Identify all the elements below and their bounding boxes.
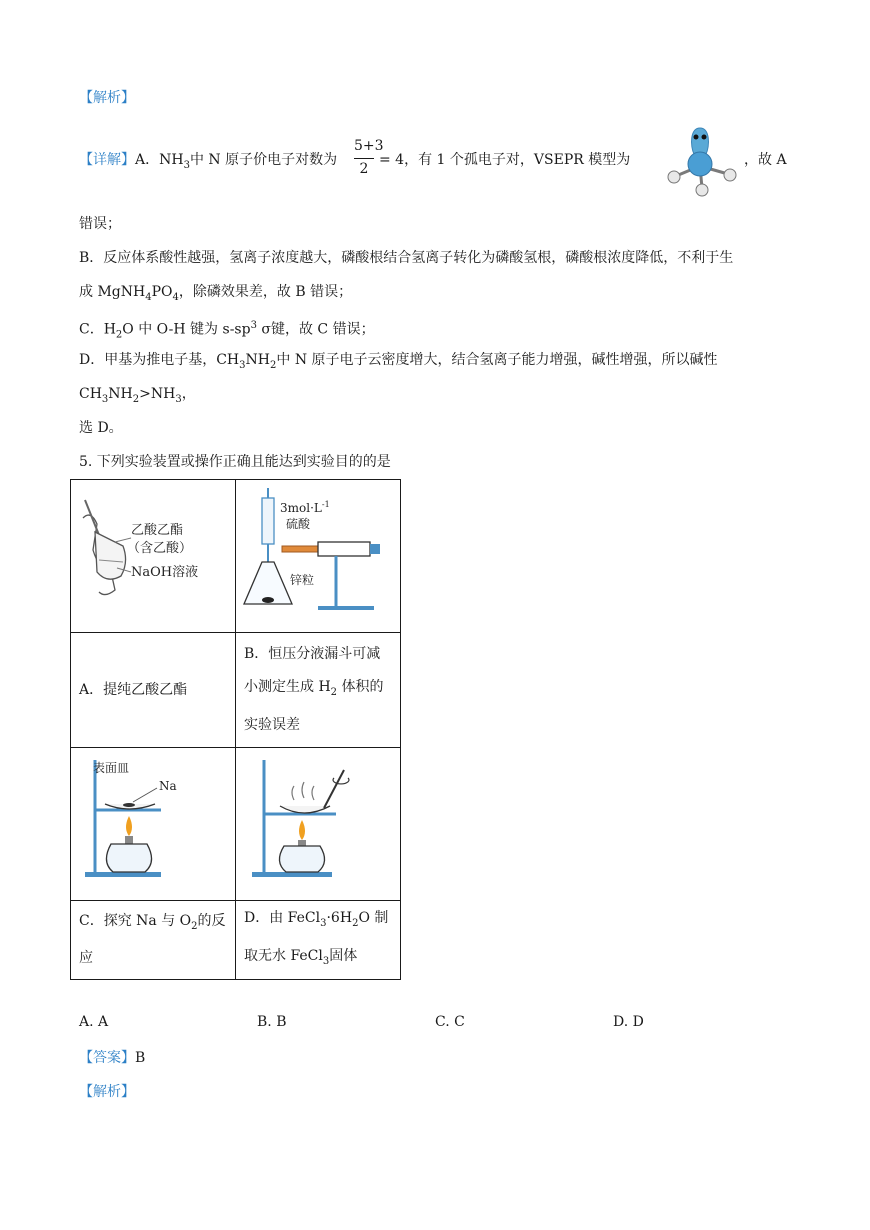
burner-wick [125,836,133,844]
analysis-tag-2: 【解析】 [79,1084,135,1100]
text: NH [108,386,133,402]
pointer-line [133,788,157,802]
subscript: 4 [172,291,179,303]
text: O 制 [358,910,389,927]
text: D．由 FeCl [244,910,321,927]
text: ·6H [326,910,353,927]
fraction [354,138,384,179]
glass-rod [324,770,344,808]
detail-text: 中 N 原子价电子对数为 [189,152,338,168]
detail-line-1 [79,150,337,176]
text: ，除磷效果差，故 B 错误； [178,284,353,300]
alcohol-lamp [106,844,151,872]
subscript: 2 [115,329,123,341]
text: B．恒压分液漏斗可减 [244,646,381,663]
option-a-text: A．提纯乙酸乙酯 [79,681,188,698]
separatory-funnel-illustration [71,480,235,628]
text-line [244,671,392,709]
hydrogen-generation-apparatus [236,480,400,628]
subscript: 3 [183,159,190,171]
subscript: 2 [132,393,140,405]
item-d-line-1 [79,350,718,376]
option-a: A. A [79,1014,109,1030]
subscript: 3 [322,955,330,967]
nitrogen-atom [688,152,712,176]
steam-lines [292,782,314,800]
text-line [244,940,392,978]
rubber-tubing [282,546,318,552]
alcohol-lamp [279,846,324,872]
cell-text-a [71,633,236,748]
fraction-numerator: 5+3 [354,138,384,154]
item-b-line-2 [79,282,352,308]
text: 应 [79,950,93,967]
burner-wick [298,840,306,846]
text-line [244,902,392,940]
flame [299,820,305,840]
text: 中 N 原子电子云密度增大，结合氢离子能力增强，碱性增强，所以碱性 [276,352,718,368]
option-b: B. B [257,1014,287,1030]
text: NH [245,352,270,368]
option-d: D. D [613,1014,644,1030]
answer-tag: 【答案】 [79,1050,135,1066]
analysis-tag: 【解析】 [79,90,135,106]
detail-text: A．NH [135,152,184,168]
hydrogen-atom [724,169,736,181]
label-contains-acetic-acid: （含乙酸） [127,541,193,556]
funnel-body [95,532,126,579]
text: 的反 [197,912,226,929]
text: 小测定生成 H [244,679,331,696]
cell-text-d [236,901,401,980]
experiment-table [70,479,401,980]
conclusion: 选 D。 [79,420,123,436]
cell-image-c [71,748,236,901]
flame [126,816,132,836]
label-naoh-solution: NaOH溶液 [131,565,199,580]
text: CH [79,386,102,402]
iron-stand-base [85,872,161,877]
text: 固体 [329,948,358,964]
subscript: 3 [320,918,327,929]
subscript: 3 [239,359,246,371]
fraction-bar [354,158,374,159]
cell-image-d [236,748,401,901]
detail-line-1c: ，故 A [744,152,787,168]
hydrogen-atom [696,184,708,196]
text: PO [151,284,173,300]
label-concentration-text: 3mol·L [280,501,322,515]
text-line [79,905,227,943]
label-watch-glass: 表面皿 [93,761,130,775]
text: σ键，故 C 错误； [256,321,375,338]
electron-dot [694,135,699,140]
label-sulfuric-acid: 硫酸 [286,517,311,531]
text: C．H [79,321,116,338]
gas-syringe [318,542,370,556]
sodium-piece [123,803,135,807]
subscript: 2 [270,359,277,371]
label-ethyl-acetate: 乙酸乙酯 [131,523,184,538]
text: 成 MgNH [79,284,146,300]
text: ， [181,386,196,402]
vsepr-model-image [662,122,742,200]
text: 取无水 FeCl [244,948,323,964]
label-concentration [280,500,330,515]
stirring-arrow [333,778,349,784]
item-b-line-1: B．反应体系酸性越强，氢离子浓度越大，磷酸根结合氢离子转化为磷酸氢根，磷酸根浓度降低，不利于生 [79,250,734,266]
label-na: Na [159,779,177,793]
text: 体积的 [337,679,384,696]
subscript: 2 [330,686,338,698]
answer-line [79,1048,145,1068]
zinc-granules [262,597,274,603]
subscript: 3 [101,393,109,405]
text: O 中 O-H 键为 s-sp [122,321,251,338]
lone-pair-lobe [692,128,709,154]
sodium-burning-apparatus [71,748,235,896]
subscript: 2 [352,918,359,929]
subscript: 2 [191,920,198,932]
item-c-line [79,316,375,345]
evaporation-apparatus [236,748,400,896]
cell-image-a [71,480,236,633]
fraction-denominator: 2 [359,161,369,177]
label-concentration-exponent: -1 [321,500,330,509]
detail-tag: 【详解】 [79,152,135,168]
option-b-text [236,638,400,742]
text: >NH [139,386,176,402]
text: 实验误差 [244,716,300,733]
item-d-line-2 [79,384,196,410]
iron-stand-base [252,872,332,877]
iron-stand-base [318,606,374,610]
detail-line-2: 错误； [79,216,121,232]
detail-line-1b: = 4，有 1 个孤电子对，VSEPR 模型为 [379,152,631,168]
superscript: 3 [250,320,257,331]
syringe-plunger [370,544,380,554]
question-stem: 5. 下列实验装置或操作正确且能达到实验目的的是 [79,454,391,470]
text: D．甲基为推电子基，CH [79,352,240,368]
cell-image-b [236,480,401,633]
cell-text-b [236,633,401,748]
answer-value: B [135,1050,146,1066]
cell-text-c [71,901,236,980]
dropping-funnel [262,498,274,544]
label-zinc: 锌粒 [290,573,315,587]
text: C．探究 Na 与 O [79,912,192,929]
option-c-text [71,905,235,976]
option-d-text [236,902,400,978]
hydrogen-atom [668,171,680,183]
subscript: 3 [175,393,182,405]
evaporating-dish [280,806,330,813]
electron-dot [702,135,707,140]
option-c: C. C [435,1014,465,1030]
subscript: 4 [145,291,152,303]
